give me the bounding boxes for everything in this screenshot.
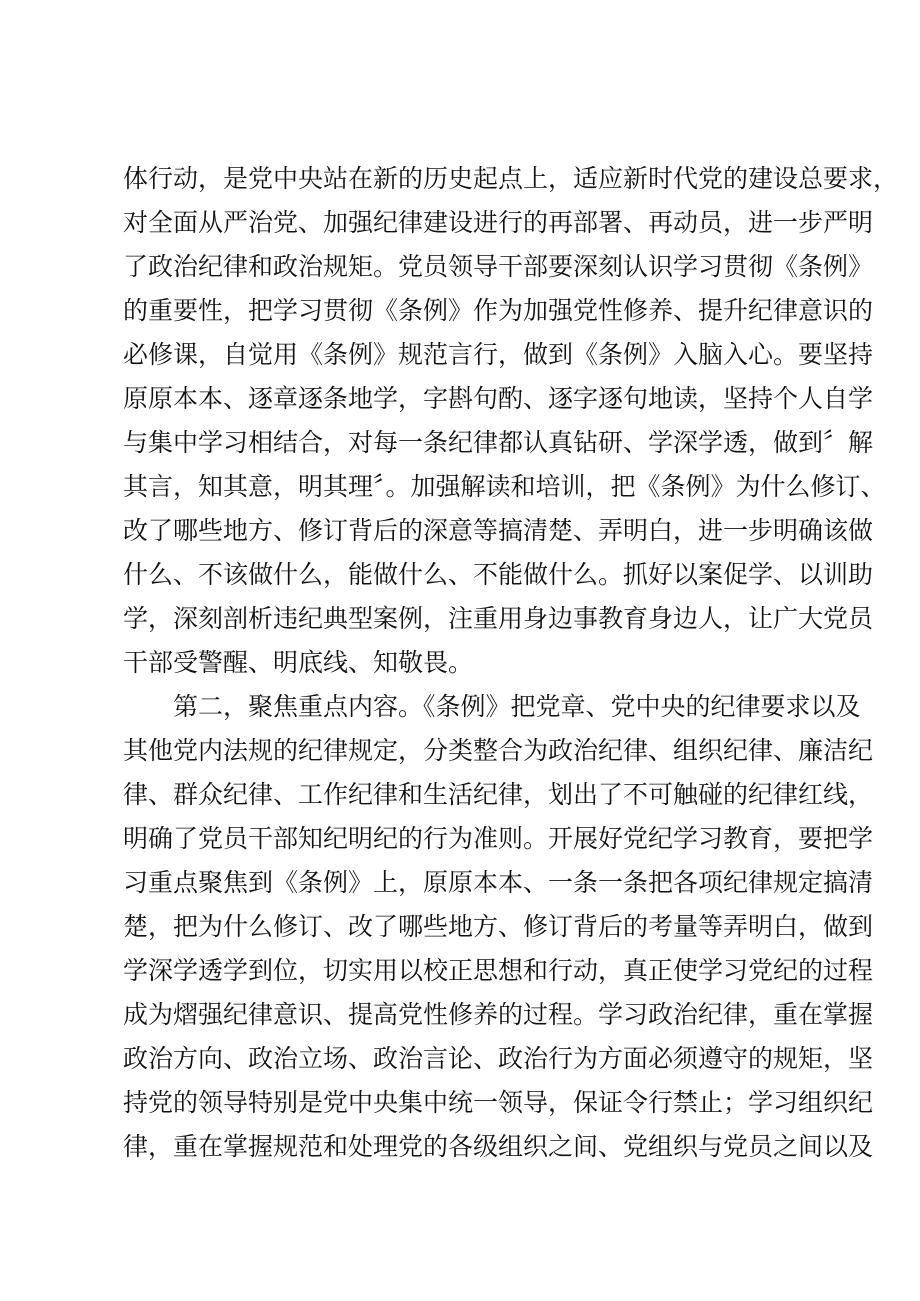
text-line: 学，深刻剖析违纪典型案例，注重用身边事教育身边人，让广大党员 (123, 604, 874, 633)
text-line: 明确了党员干部知纪明纪的行为准则。开展好党纪学习教育，要把学 (123, 824, 874, 853)
text-line: 原原本本、逐章逐条地学，字斟句酌、逐字逐句地读，坚持个人自学 (123, 384, 874, 413)
text-line: 政治方向、政治立场、政治言论、政治行为方面必须遵守的规矩，坚 (123, 1044, 874, 1073)
text-line: 什么、不该做什么，能做什么、不能做什么。抓好以案促学、以训助 (123, 560, 874, 589)
text-line: 与集中学习相结合，对每一条纪律都认真钻研、学深学透，做到〞解 (123, 428, 874, 457)
text-line: 学深学透学到位，切实用以校正思想和行动，真正使学习党纪的过程 (123, 956, 874, 985)
text-line: 对全面从严治党、加强纪律建设进行的再部署、再动员，进一步严明 (123, 208, 874, 237)
text-line: 持党的领导特别是党中央集中统一领导，保证令行禁止；学习组织纪 (123, 1088, 874, 1117)
text-line: 楚，把为什么修订、改了哪些地方、修订背后的考量等弄明白，做到 (123, 912, 874, 941)
text-line: 了政治纪律和政治规矩。党员领导干部要深刻认识学习贯彻《条例》 (123, 252, 874, 281)
text-line: 律，重在掌握规范和处理党的各级组织之间、党组织与党员之间以及 (123, 1132, 874, 1161)
text-line-paragraph-start: 第二，聚焦重点内容。《条例》把党章、党中央的纪律要求以及 (173, 692, 861, 721)
text-line: 律、群众纪律、工作纪律和生活纪律，划出了不可触碰的纪律红线， (123, 780, 874, 809)
text-line: 习重点聚焦到《条例》上，原原本本、一条一条把各项纪律规定搞清 (123, 868, 874, 897)
text-line: 体行动，是党中央站在新的历史起点上，适应新时代党的建设总要求， (123, 164, 899, 193)
text-line-paragraph-end: 干部受警醒、明底线、知敬畏。 (123, 648, 474, 677)
text-line: 其言，知其意，明其理〞。加强解读和培训，把《条例》为什么修订、 (123, 472, 886, 501)
text-line: 改了哪些地方、修订背后的深意等搞清楚、弄明白，进一步明确该做 (123, 516, 874, 545)
text-line: 其他党内法规的纪律规定，分类整合为政治纪律、组织纪律、廉洁纪 (123, 736, 874, 765)
text-line: 成为熠强纪律意识、提高党性修养的过程。学习政治纪律，重在掌握 (123, 1000, 874, 1029)
text-line: 的重要性，把学习贯彻《条例》作为加强党性修养、提升纪律意识的 (123, 296, 874, 325)
text-line: 必修课，自觉用《条例》规范言行，做到《条例》入脑入心。要坚持 (123, 340, 874, 369)
